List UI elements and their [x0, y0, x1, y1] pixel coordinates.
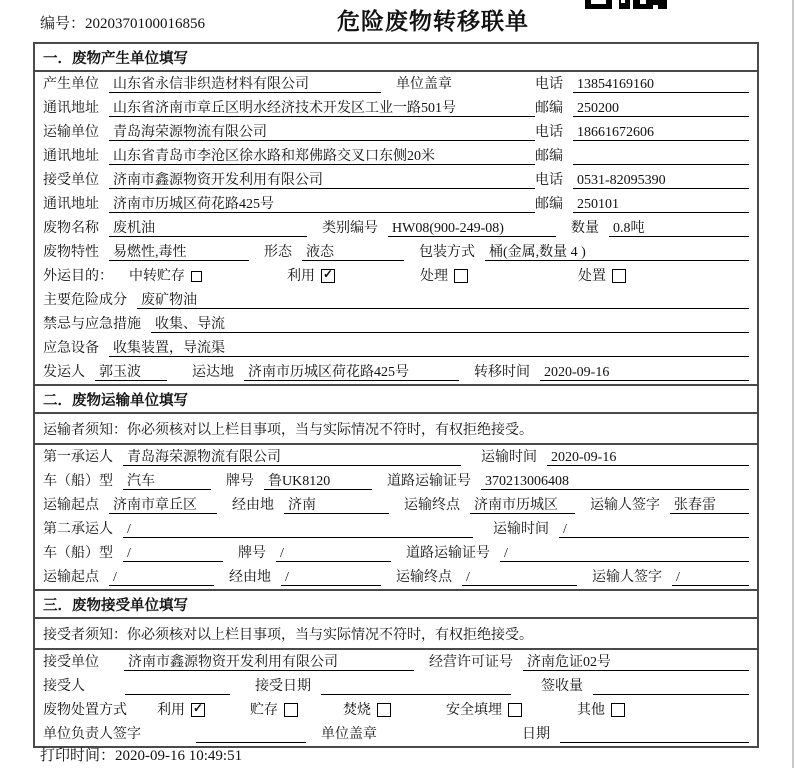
equipment-label: 应急设备 [43, 341, 99, 356]
transfer-form [33, 42, 759, 748]
disposal-landfill-checkbox[interactable] [508, 703, 522, 717]
vehicle2-plate-value: / [276, 545, 391, 562]
emergency-row [35, 312, 757, 336]
transporter-label: 运输单位 [43, 125, 99, 140]
option-label: 其他 [577, 703, 605, 718]
option-label: 焚烧 [343, 703, 371, 718]
receive-person-label: 接受人 [43, 679, 85, 694]
transfer-time-label: 转移时间 [474, 365, 530, 380]
transporter-address-row [35, 144, 757, 168]
transfer-time-value: 2020-09-16 [540, 364, 749, 381]
route1-row [35, 493, 757, 517]
disposal-method-label: 废物处置方式 [43, 703, 127, 718]
vehicle2-row [35, 541, 757, 565]
dispatch-row [35, 360, 757, 384]
disposal-storage-checkbox[interactable] [284, 703, 298, 717]
hazard-label: 主要危险成分 [43, 293, 127, 308]
print-time-line [40, 744, 242, 765]
disposal-incinerate-checkbox[interactable] [377, 703, 391, 717]
route-start-label: 运输起点 [43, 498, 99, 513]
disposal-option-storage [250, 702, 298, 719]
option-label: 中转贮存 [129, 269, 185, 284]
vehicle1-license-value: 370213006408 [481, 473, 749, 490]
responsible-sign-label: 单位负责人签字 [43, 727, 141, 742]
vehicle1-type-value: 汽车 [123, 473, 211, 490]
carrier1-label: 第一承运人 [43, 450, 113, 465]
disposal-utilize-checkbox[interactable] [191, 703, 205, 717]
section2-heading: 二．废物运输单位填写 [35, 386, 757, 414]
option-label: 贮存 [250, 703, 278, 718]
receiver-row [35, 168, 757, 192]
emergency-label: 禁忌与应急措施 [43, 317, 141, 332]
page-edge-line [792, 0, 794, 768]
producer-label: 产生单位 [43, 77, 99, 92]
print-time-value: 2020-09-16 10:49:51 [115, 748, 243, 764]
receive-person-value [125, 678, 230, 695]
transporter-zip-value [573, 148, 749, 165]
page-title: 危险废物转移联单 [337, 8, 529, 34]
serial-label: 编号： [40, 16, 86, 32]
transporter-zip-group [535, 148, 749, 165]
receive-person-row [35, 674, 757, 698]
dispose-checkbox[interactable] [612, 269, 626, 283]
received-amount-label: 签收量 [541, 679, 583, 694]
receiver-phone-value: 0531-82095390 [573, 172, 749, 189]
route-start-label: 运输起点 [43, 570, 99, 585]
carrier2-time-value: / [559, 521, 749, 538]
purpose-label: 外运目的： [43, 269, 113, 284]
waste-code-label: 类别编号 [322, 221, 378, 236]
route2-end-value: / [462, 569, 577, 586]
dispatcher-value: 郭玉波 [95, 364, 167, 381]
producer-phone-value: 13854169160 [573, 76, 749, 93]
road-license-label: 道路运输证号 [387, 474, 471, 489]
receive-unit-row [35, 650, 757, 674]
receiver-notice: 接受者须知：你必须核对以上栏目事项，当与实际情况不符时，有权拒绝接受。 [35, 619, 757, 650]
producer-row [35, 72, 757, 96]
transport-time-label: 运输时间 [481, 450, 537, 465]
receive-date-label: 接受日期 [255, 679, 311, 694]
purpose-option-dispose [578, 268, 626, 285]
route-end-label: 运输终点 [396, 570, 452, 585]
transport-time-label: 运输时间 [493, 522, 549, 537]
receiver-address-row [35, 192, 757, 216]
purpose-option-transfer-storage [129, 268, 202, 285]
waste-qty-value: 0.8吨 [609, 220, 749, 237]
producer-zip-value: 250200 [573, 100, 749, 117]
hazard-row [35, 288, 757, 312]
hazard-value: 废矿物油 [137, 292, 749, 309]
option-label: 安全填埋 [446, 703, 502, 718]
form-label: 形态 [264, 245, 292, 260]
producer-address-value: 山东省济南市章丘区明水经济技术开发区工业一路501号 [109, 100, 535, 117]
disposal-option-incinerate [343, 702, 391, 719]
transporter-sign-label: 运输人签字 [592, 570, 662, 585]
carrier1-value: 青岛海荣源物流有限公司 [123, 449, 461, 466]
producer-zip-group [535, 100, 749, 117]
phone-label: 电话 [535, 125, 563, 140]
transporter-value: 青岛海荣源物流有限公司 [109, 124, 535, 141]
producer-address-row [35, 96, 757, 120]
carrier1-time-value: 2020-09-16 [547, 449, 749, 466]
route1-sign-value: 张春雷 [670, 497, 749, 514]
disposal-method-row [35, 698, 757, 722]
unit-seal-label: 单位盖章 [396, 77, 452, 92]
route2-via-value: / [281, 569, 381, 586]
unit-seal-label: 单位盖章 [321, 727, 377, 742]
disposal-option-other [577, 702, 625, 719]
receiver-zip-group [535, 196, 749, 213]
disposal-option-landfill [446, 702, 522, 719]
waste-name-row [35, 216, 757, 240]
vehicle2-type-value: / [123, 545, 223, 562]
permit-value: 济南危证02号 [523, 654, 749, 671]
section-transporter [35, 384, 757, 589]
receiver-address-value: 济南市历城区荷花路425号 [109, 196, 535, 213]
responsible-sign-row [35, 722, 757, 746]
section3-heading: 三．废物接受单位填写 [35, 591, 757, 619]
zip-label: 邮编 [535, 149, 563, 164]
disposal-option-utilize [157, 702, 205, 719]
permit-label: 经营许可证号 [429, 655, 513, 670]
route2-sign-value: / [672, 569, 749, 586]
section-producer [35, 44, 757, 384]
producer-phone-group [535, 76, 749, 93]
zip-label: 邮编 [535, 101, 563, 116]
route1-via-value: 济南 [284, 497, 389, 514]
phone-label: 电话 [535, 173, 563, 188]
route1-start-value: 济南市章丘区 [109, 497, 217, 514]
transfer-storage-checkbox[interactable] [191, 271, 202, 282]
receiver-value: 济南市鑫源物资开发利用有限公司 [109, 172, 535, 189]
transporter-phone-group [535, 124, 749, 141]
purpose-option-utilize [287, 268, 335, 285]
carrier2-value: / [123, 521, 473, 538]
section1-heading: 一．废物产生单位填写 [35, 44, 757, 72]
address-label: 通讯地址 [43, 149, 99, 164]
vehicle2-license-value: / [500, 545, 749, 562]
vehicle1-row [35, 469, 757, 493]
vehicle-type-label: 车（船）型 [43, 546, 113, 561]
option-label: 处置 [578, 269, 606, 284]
destination-label: 运达地 [192, 365, 234, 380]
option-label: 利用 [287, 269, 315, 284]
receiver-phone-group [535, 172, 749, 189]
carrier2-row [35, 517, 757, 541]
receive-unit-value: 济南市鑫源物资开发利用有限公司 [124, 654, 414, 671]
disposal-other-checkbox[interactable] [611, 703, 625, 717]
purpose-row [35, 264, 757, 288]
route2-row [35, 565, 757, 589]
responsible-sign-value [196, 726, 306, 743]
emergency-value: 收集、导流 [151, 316, 749, 333]
vehicle1-plate-value: 鲁UK8120 [264, 473, 372, 490]
pack-label: 包装方式 [419, 245, 475, 260]
receive-unit-label: 接受单位 [43, 655, 99, 670]
carrier1-row [35, 445, 757, 469]
address-label: 通讯地址 [43, 101, 99, 116]
qr-code-fragment [585, 0, 667, 9]
waste-character-row [35, 240, 757, 264]
character-label: 废物特性 [43, 245, 99, 260]
purpose-option-treat [420, 268, 468, 285]
transporter-notice: 运输者须知：你必须核对以上栏目事项，当与实际情况不符时，有权拒绝接受。 [35, 414, 757, 445]
route1-end-value: 济南市历城区 [470, 497, 575, 514]
plate-label: 牌号 [238, 546, 266, 561]
waste-name-value: 废机油 [109, 220, 307, 237]
serial-value: 2020370100016856 [85, 16, 206, 32]
treat-checkbox[interactable] [454, 269, 468, 283]
plate-label: 牌号 [226, 474, 254, 489]
destination-value: 济南市历城区荷花路425号 [244, 364, 459, 381]
waste-qty-label: 数量 [571, 221, 599, 236]
option-label: 利用 [157, 703, 185, 718]
transporter-row [35, 120, 757, 144]
route2-start-value: / [109, 569, 214, 586]
equipment-value: 收集装置，导流渠 [109, 340, 749, 357]
route-end-label: 运输终点 [404, 498, 460, 513]
receive-date-value [321, 678, 511, 695]
phone-label: 电话 [535, 77, 563, 92]
section-receiver [35, 589, 757, 746]
via-label: 经由地 [229, 570, 271, 585]
receiver-zip-value: 250101 [573, 196, 749, 213]
vehicle-type-label: 车（船）型 [43, 474, 113, 489]
utilize-checkbox[interactable] [321, 269, 335, 283]
carrier2-label: 第二承运人 [43, 522, 113, 537]
transporter-address-value: 山东省青岛市李沧区徐水路和郑佛路交叉口东侧20米 [109, 148, 535, 165]
equipment-row [35, 336, 757, 360]
waste-name-label: 废物名称 [43, 221, 99, 236]
address-label: 通讯地址 [43, 197, 99, 212]
form-value: 液态 [302, 244, 404, 261]
dispatcher-label: 发运人 [43, 365, 85, 380]
transporter-sign-label: 运输人签字 [590, 498, 660, 513]
sign-date-value [560, 726, 749, 743]
transporter-phone-value: 18661672606 [573, 124, 749, 141]
waste-code-value: HW08(900-249-08) [388, 220, 556, 237]
receiver-label: 接受单位 [43, 173, 99, 188]
option-label: 处理 [420, 269, 448, 284]
character-value: 易燃性,毒性 [109, 244, 249, 261]
road-license-label: 道路运输证号 [406, 546, 490, 561]
zip-label: 邮编 [535, 197, 563, 212]
print-time-label: 打印时间： [40, 748, 116, 764]
producer-value: 山东省永信非织造材料有限公司 [109, 76, 381, 93]
received-amount-value [593, 678, 749, 695]
pack-value: 桶(金属,数量 4 ) [485, 244, 749, 261]
date-label: 日期 [522, 727, 550, 742]
via-label: 经由地 [232, 498, 274, 513]
